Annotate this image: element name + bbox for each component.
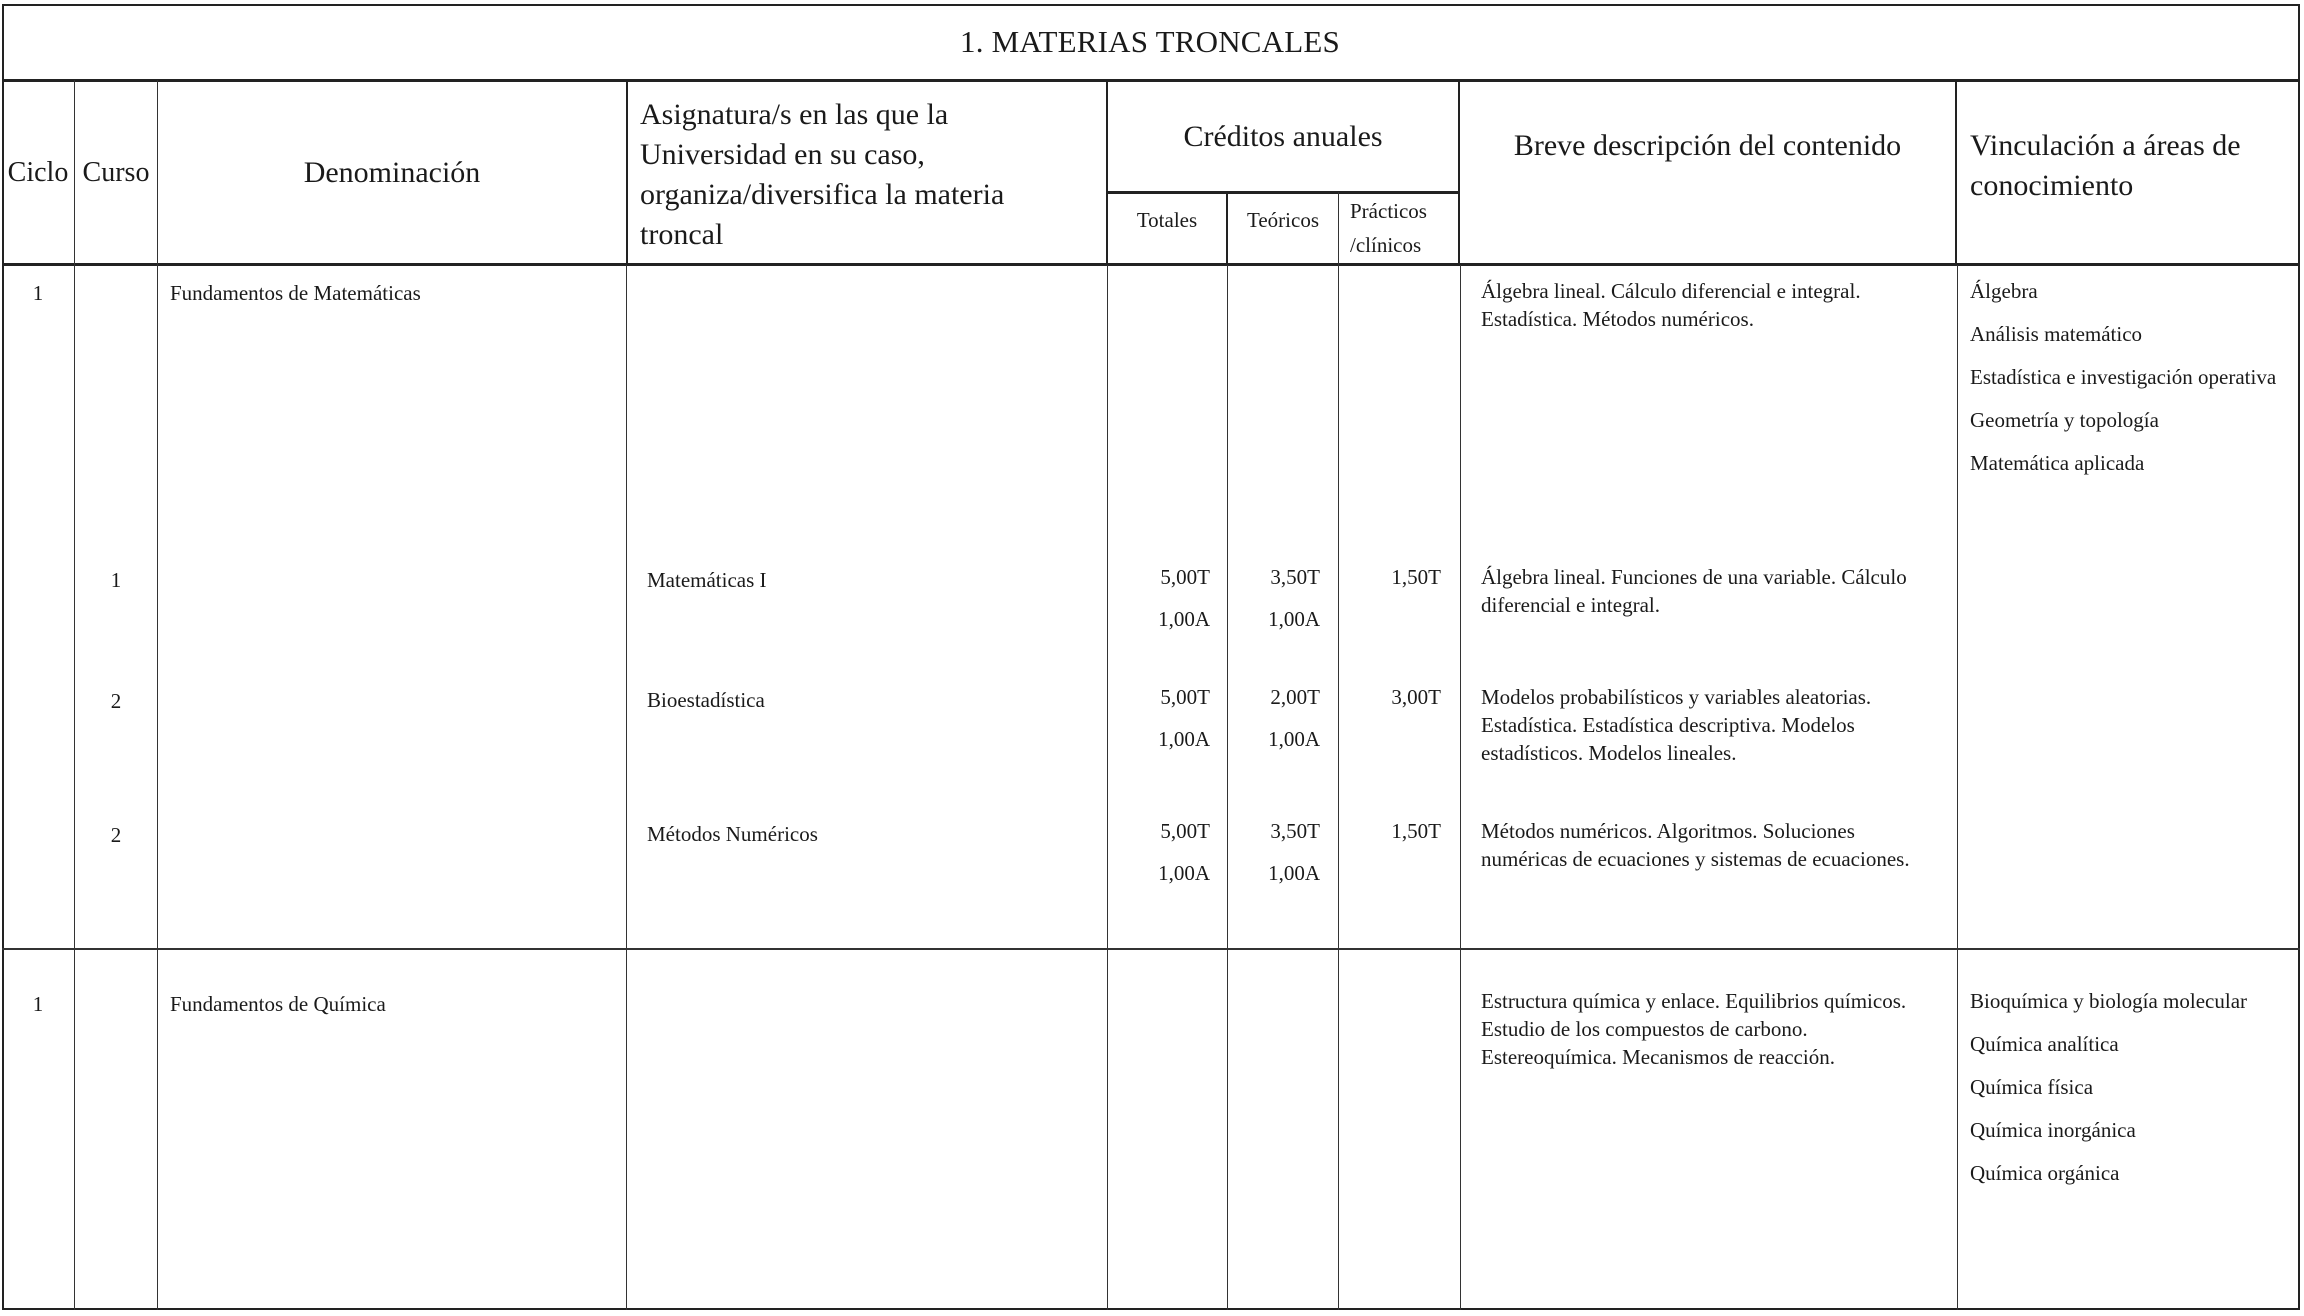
credit-value: 1,00A [1158, 607, 1210, 631]
area-item: Álgebra [1970, 279, 2038, 303]
asignatura-3-teoricos [1228, 817, 1320, 901]
group-divider [2, 948, 2300, 950]
credit-value: 1,00A [1158, 727, 1210, 751]
area-item: Estadística e investigación operativa [1970, 365, 2277, 389]
col-line-descripcion-hdr [1955, 80, 1957, 266]
col-line-teoricos [1338, 192, 1339, 1310]
credit-value: 3,00T [1391, 685, 1441, 709]
credit-value: 3,50T [1270, 819, 1320, 843]
asignatura-2-nombre: Bioestadística [647, 688, 765, 712]
header-creditos: Créditos anuales [1183, 119, 1383, 153]
asignatura-3-practicos [1340, 817, 1441, 859]
credit-value: 1,00A [1268, 727, 1320, 751]
credit-value: 1,50T [1391, 819, 1441, 843]
asignatura-1-descripcion: Álgebra lineal. Funciones de una variable. Cálculo diferencial e integral. [1481, 565, 1907, 617]
credit-value: 1,50T [1391, 565, 1441, 589]
col-line-descripcion [1957, 265, 1958, 1310]
asignatura-2-curso: 2 [110, 689, 122, 713]
area-item: Química inorgánica [1970, 1118, 2136, 1142]
col-line-denominacion-hdr [626, 80, 628, 266]
page-title: 1. MATERIAS TRONCALES [960, 24, 1340, 59]
col-line-curso [157, 80, 158, 1310]
area-item: Análisis matemático [1970, 322, 2143, 346]
asignatura-1-totales [1108, 563, 1210, 647]
group-2-denominacion: Fundamentos de Química [170, 992, 386, 1016]
area-item: Matemática aplicada [1970, 451, 2145, 475]
col-line-asignatura [1107, 265, 1108, 1310]
group-1-areas [1970, 277, 2290, 492]
asignatura-3-nombre: Métodos Numéricos [647, 822, 818, 846]
col-line-practicos-hdr [1458, 80, 1460, 266]
area-item: Química física [1970, 1075, 2094, 1099]
col-line-totales [1227, 265, 1228, 1310]
credit-value: 2,00T [1270, 685, 1320, 709]
group-2-areas [1970, 987, 2270, 1202]
header-asignatura: Asignatura/s en las que la Universidad en su caso, organiza/diversifica la materia troncal [640, 98, 1005, 251]
header-descripcion: Breve descripción del contenido [1513, 129, 1902, 162]
credit-value: 5,00T [1160, 685, 1210, 709]
credit-value: 1,00A [1158, 861, 1210, 885]
asignatura-1-curso: 1 [110, 568, 122, 592]
asignatura-3-curso: 2 [110, 823, 122, 847]
asignatura-3-totales [1108, 817, 1210, 901]
asignatura-2-totales [1108, 683, 1210, 767]
group-2-descripcion: Estructura química y enlace. Equilibrios químicos. Estudio de los compuestos de carbono. Estereoquímica. Mecanismos de reacción. [1481, 989, 1907, 1069]
asignatura-2-practicos [1340, 683, 1441, 725]
area-item: Geometría y topología [1970, 408, 2159, 432]
area-item: Química analítica [1970, 1032, 2119, 1056]
group-1-ciclo: 1 [32, 281, 44, 305]
header-denominacion: Denominación [303, 155, 481, 189]
header-ciclo: Ciclo [7, 156, 69, 188]
credit-value: 3,50T [1270, 565, 1320, 589]
header-teoricos: Teóricos [1246, 208, 1319, 232]
col-line-practicos [1460, 265, 1461, 1310]
credit-value: 5,00T [1160, 565, 1210, 589]
asignatura-2-descripcion: Modelos probabilísticos y variables aleatorias. Estadística. Estadística descriptiva. Modelos estadísticos. Modelos lineales. [1481, 685, 1872, 765]
group-2-ciclo: 1 [32, 992, 44, 1016]
credit-value: 1,00A [1268, 607, 1320, 631]
credit-value: 1,00A [1268, 861, 1320, 885]
header-vinculacion: Vinculación a áreas de conocimiento [1970, 129, 2241, 202]
header-practicos: Prácticos /clínicos [1350, 199, 1427, 257]
asignatura-2-teoricos [1228, 683, 1320, 767]
area-item: Bioquímica y biología molecular [1970, 989, 2248, 1013]
group-1-descripcion: Álgebra lineal. Cálculo diferencial e integral. Estadística. Métodos numéricos. [1481, 279, 1861, 331]
asignatura-1-nombre: Matemáticas I [647, 568, 767, 592]
credit-value: 5,00T [1160, 819, 1210, 843]
asignatura-1-teoricos [1228, 563, 1320, 647]
header-curso: Curso [82, 156, 150, 188]
area-item: Química orgánica [1970, 1161, 2120, 1185]
group-1-denominacion: Fundamentos de Matemáticas [170, 281, 421, 305]
asignatura-3-descripcion: Métodos numéricos. Algoritmos. Soluciones numéricas de ecuaciones y sistemas de ecuaciones. [1481, 819, 1910, 871]
col-line-denominacion [626, 265, 627, 1310]
header-totales: Totales [1136, 208, 1198, 232]
asignatura-1-practicos [1340, 563, 1441, 605]
